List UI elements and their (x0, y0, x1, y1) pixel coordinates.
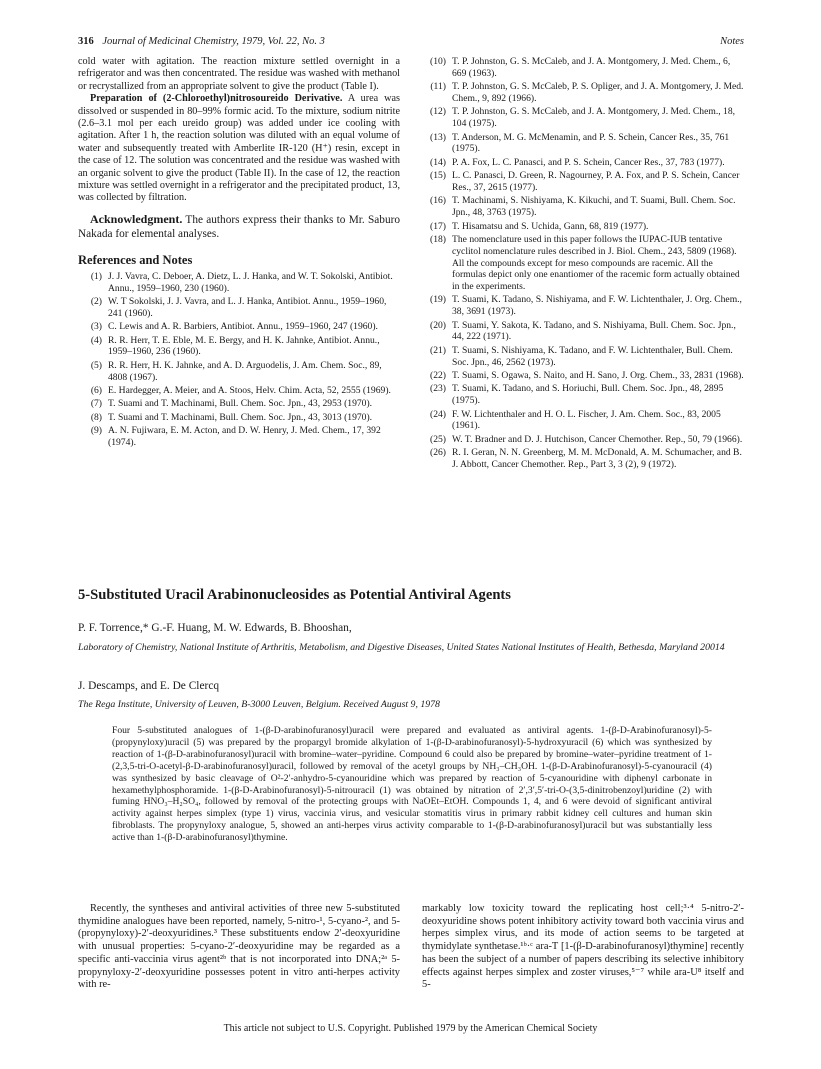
reference-number: (6) (90, 384, 102, 396)
left-column (78, 56, 400, 450)
reference-entry (422, 234, 744, 293)
paragraph-body: A urea was dissolved or suspended in 80–99% formic acid. To the mixture, sodium nitrite (2.6–3.1 mol per each ureido group) was added under ice cooling with agitation. After 1 h, the reaction solution was diluted with an equal volume of water and subsequently treated with Amberlite IR-120 (H⁺) resin, except in the case of 12. The solution was concentrated and the residue was washed with an organic solvent to give the product (Table II). In the case of 12, the reaction mixture was settled overnight in a refrigerator and the precipitated product, 13, was collected by filtration. (78, 93, 400, 204)
running-head (78, 36, 744, 47)
reference-entry (422, 106, 744, 130)
reference-entry (422, 434, 744, 446)
abstract: Four 5-substituted analogues of 1-(β-D-arabinofuranosyl)uracil were prepared and evaluated as antiviral agents. 1-(β-D-Arabinofuranosyl)-5-(propynyloxy)uracil (5) was prepared by the propargyl bromide alkylation of 1-(β-D-arabinofuranosyl)-5-hydroxyuracil (6) which was synthesized by reaction of 1-(β-D-arabinofuranosyl)uracil with bromine–water–pyridine. Compound 6 could also be prepared by bromine–water–pyridine treatment of 1-(2,3,5-tri-O-acetyl-β-D-arabinofuranosyl)uracil, followed by removal of the acetyl groups by NH₃–CH₃OH. 1-(β-D-Arabinofuranosyl)-5-cyanouracil (4) was synthesized by basic cleavage of O²-2′-anhydro-5-cyanouridine which was prepared by reaction of 5-cyanouridine with diphenyl carbonate in hexamethylphosphoramide. 1-(β-D-Arabinofuranosyl)-5-nitrouracil (1) was obtained by nitration of 2′,3′,5′-tri-O-(3,5-dinitrobenzoyl)uridine (2) with fuming HNO₃–H₂SO₄, followed by removal of the protecting groups with NaOEt–EtOH. Compounds 1, 4, and 6 were devoid of significant antiviral activity against herpes simplex (type 1) virus, vaccinia virus, and vesicular stomatitis virus in primary rabbit kidney cell cultures and human skin fibroblasts. The propynyloxy analogue, 5, showed an anti-herpes virus activity comparable to 1-(β-D-arabinofuranosyl)uracil but was substantially less active than 1-(β-D-arabinofuranosyl)thymine. (112, 725, 712, 844)
nitrosoureido-paragraph (78, 93, 400, 205)
article-title: 5-Substituted Uracil Arabinonucleosides as Potential Antiviral Agents (78, 587, 511, 603)
reference-number: (9) (90, 425, 102, 437)
author-line-1: P. F. Torrence,* G.-F. Huang, M. W. Edwards, B. Bhooshan, (78, 622, 352, 634)
page-number: 316 (78, 36, 94, 47)
reference-number: (17) (430, 220, 446, 232)
reference-entry (78, 412, 400, 424)
reference-text: T. Hisamatsu and S. Uchida, Gann, 68, 819 (1977). (452, 220, 649, 232)
reference-text: R. R. Herr, H. K. Jahnke, and A. D. Arguodelis, J. Am. Chem. Soc., 89, 4808 (1967). (108, 359, 382, 383)
reference-entry (422, 170, 744, 194)
reference-number: (14) (430, 156, 446, 168)
reference-entry (78, 398, 400, 410)
reference-entry (78, 360, 400, 384)
run-in-heading: Preparation of (2-Chloroethyl)nitrosoureido Derivative. (90, 93, 343, 105)
reference-number: (10) (430, 56, 446, 67)
reference-entry (422, 195, 744, 219)
reference-text: T. P. Johnston, G. S. McCaleb, and J. A. Montgomery, J. Med. Chem., 18, 104 (1975). (452, 106, 736, 130)
reference-text: T. Suami and T. Machinami, Bull. Chem. Soc. Jpn., 43, 2953 (1970). (108, 398, 373, 410)
reference-number: (12) (430, 106, 446, 118)
reference-number: (1) (90, 270, 102, 282)
reference-text: F. W. Lichtenthaler and H. O. L. Fischer, J. Am. Chem. Soc., 83, 2005 (1961). (452, 408, 721, 432)
reference-text: L. C. Panasci, D. Green, R. Nagourney, P. A. Fox, and P. S. Schein, Cancer Res., 37, 2615 (1977). (452, 170, 740, 193)
body-paragraph-continued: markably low toxicity toward the replicating host cell;³·⁴ 5-nitro-2′-deoxyuridine shows potent inhibitory activity toward both vaccinia virus and herpes simplex virus, and its mode of action seems to be targeted at thymidylate synthetase.¹ᵇ·ᶜ ara-T [1-(β-D-arabinofuranosyl)thymine] recently has been the subject of a number of papers describing its selective inhibitory effects against herpes simplex and zoster viruses,⁵⁻⁷ while ara-U⁸ itself and 5- (422, 903, 744, 991)
reference-text: T. Suami, S. Nishiyama, K. Tadano, and F. W. Lichtenthaler, Bull. Chem. Soc. Jpn., 46, 2562 (1973). (452, 344, 733, 368)
reference-entry (422, 56, 744, 80)
reference-entry (78, 385, 400, 397)
reference-entry (422, 345, 744, 369)
reference-entry (78, 296, 400, 320)
reference-number: (16) (430, 195, 446, 207)
reference-text: R. R. Herr, T. E. Eble, M. E. Bergy, and H. K. Jahnke, Antibiot. Annu., 1959–1960, 236 (1960). (108, 334, 380, 358)
reference-entry (422, 157, 744, 169)
reference-text: T. Machinami, S. Nishiyama, K. Kikuchi, and T. Suami, Bull. Chem. Soc. Jpn., 48, 3763 (1975). (452, 195, 736, 219)
acknowledgment (78, 213, 400, 242)
body-column-right (422, 903, 744, 992)
reference-text: W. T Sokolski, J. J. Vavra, and L. J. Hanka, Antibiot. Annu., 1959–1960, 241 (1960). (108, 295, 387, 319)
reference-entry (422, 132, 744, 156)
reference-entry (422, 81, 744, 105)
reference-number: (26) (430, 447, 446, 459)
reference-number: (20) (430, 319, 446, 331)
right-column (422, 56, 744, 472)
reference-entry (422, 370, 744, 382)
reference-text: T. Suami, K. Tadano, and S. Horiuchi, Bull. Chem. Soc. Jpn., 48, 2895 (1975). (452, 383, 724, 407)
reference-text: T. P. Johnston, G. S. McCaleb, and J. A. Montgomery, J. Med. Chem., 6, 669 (1963). (452, 56, 731, 79)
acknowledgment-heading: Acknowledgment. (90, 211, 183, 226)
reference-text: T. Suami, S. Ogawa, S. Naito, and H. Sano, J. Org. Chem., 33, 2831 (1968). (452, 370, 744, 382)
reference-number: (24) (430, 408, 446, 420)
reference-number: (3) (90, 321, 102, 333)
reference-text: E. Hardegger, A. Meier, and A. Stoos, Helv. Chim. Acta, 52, 2555 (1969). (108, 384, 391, 396)
reference-text: T. P. Johnston, G. S. McCaleb, P. S. Opliger, and J. A. Montgomery, J. Med. Chem., 9, 892 (1966). (452, 81, 744, 104)
affiliation-2: The Rega Institute, University of Leuven, B-3000 Leuven, Belgium. Received August 9, 1978 (78, 699, 440, 710)
reference-number: (5) (90, 359, 102, 371)
reference-entry (422, 447, 744, 471)
section-label: Notes (720, 36, 744, 47)
reference-entry (78, 335, 400, 359)
reference-entry (422, 221, 744, 233)
reference-text: A. N. Fujiwara, E. M. Acton, and D. W. Henry, J. Med. Chem., 17, 392 (1974). (108, 425, 381, 448)
reference-entry (422, 294, 744, 318)
reference-number: (18) (430, 233, 446, 245)
author-line-2: J. Descamps, and E. De Clercq (78, 680, 220, 692)
reference-number: (19) (430, 294, 446, 306)
reference-number: (23) (430, 383, 446, 395)
journal-citation: Journal of Medicinal Chemistry, 1979, Vol. 22, No. 3 (102, 36, 325, 47)
reference-text: T. Suami and T. Machinami, Bull. Chem. Soc. Jpn., 43, 3013 (1970). (108, 411, 373, 423)
reference-number: (4) (90, 334, 102, 346)
reference-text: P. A. Fox, L. C. Panasci, and P. S. Schein, Cancer Res., 37, 783 (1977). (452, 156, 725, 168)
reference-list-right (422, 56, 744, 471)
reference-entry (422, 383, 744, 407)
experimental-paragraph: cold water with agitation. The reaction mixture settled overnight in a refrigerator and was then concentrated. The residue was washed with methanol or recrystallized from an appropriate solvent to give the product (Table I). (78, 56, 401, 92)
reference-number: (2) (90, 295, 102, 307)
reference-number: (13) (430, 131, 446, 143)
reference-number: (7) (90, 398, 102, 410)
reference-text: T. Anderson, M. G. McMenamin, and P. S. Schein, Cancer Res., 35, 761 (1975). (452, 131, 730, 155)
reference-list-left (78, 271, 400, 449)
reference-entry (422, 409, 744, 433)
reference-text: T. Suami, K. Tadano, S. Nishiyama, and F. W. Lichtenthaler, J. Org. Chem., 38, 3691 (1973). (452, 294, 742, 318)
body-column-left (78, 903, 400, 992)
reference-text: C. Lewis and A. R. Barbiers, Antibiot. Annu., 1959–1960, 247 (1960). (108, 321, 378, 333)
affiliation-1: Laboratory of Chemistry, National Institute of Arthritis, Metabolism, and Digestive Diseases, United States National Institutes of Health, Bethesda, Maryland 20014 (78, 642, 725, 653)
reference-text: The nomenclature used in this paper follows the IUPAC-IUB tentative cyclitol nomenclature rules described in J. Biol. Chem., 243, 5809 (1968). All the compounds except for meso compounds are racemic. All the formulas depict only one enantiomer of the racemic form actually obtained in the experiments. (452, 233, 740, 293)
reference-text: W. T. Bradner and D. J. Hutchison, Cancer Chemother. Rep., 50, 79 (1966). (452, 433, 743, 445)
reference-text: J. J. Vavra, C. Deboer, A. Dietz, L. J. Hanka, and W. T. Sokolski, Antibiot. Annu., 1959–1960, 230 (1960). (108, 270, 393, 294)
reference-number: (11) (430, 81, 446, 93)
reference-text: R. I. Geran, N. N. Greenberg, M. M. McDonald, A. M. Schumacher, and B. J. Abbott, Cancer Chemother. Rep., Part 3, 3 (2), 9 (1972). (452, 447, 742, 470)
reference-text: T. Suami, Y. Sakota, K. Tadano, and S. Nishiyama, Bull. Chem. Soc. Jpn., 44, 222 (1971). (452, 319, 736, 343)
acknowledgment-text: The authors express their thanks to Mr. Saburo Nakada for elemental analyses. (78, 213, 401, 240)
reference-number: (8) (90, 411, 102, 423)
copyright-footer: This article not subject to U.S. Copyright. Published 1979 by the American Chemical Society (223, 1023, 598, 1034)
reference-number: (21) (430, 344, 446, 356)
reference-entry (422, 320, 744, 344)
references-heading: References and Notes (78, 252, 193, 267)
reference-entry (78, 425, 400, 449)
reference-entry (78, 271, 400, 295)
reference-number: (15) (430, 170, 446, 182)
reference-number: (25) (430, 433, 446, 445)
reference-number: (22) (430, 370, 446, 382)
reference-entry (78, 321, 400, 333)
body-paragraph: Recently, the syntheses and antiviral activities of three new 5-substituted thymidine analogues have been reported, namely, 5-nitro-¹, 5-cyano-², and 5-(propynyloxy)-2′-deoxyuridines.³ These substituents endow 2′-deoxyuridine with unusual properties: 5-cyano-2′-deoxyuridine may be regarded as a specific anti-vaccinia virus agent²ᵇ that is not incorporated into DNA;²ᵃ 5-propynyloxy-2′-deoxyuridine possesses potent in vitro anti-herpes activity with re- (78, 903, 400, 991)
